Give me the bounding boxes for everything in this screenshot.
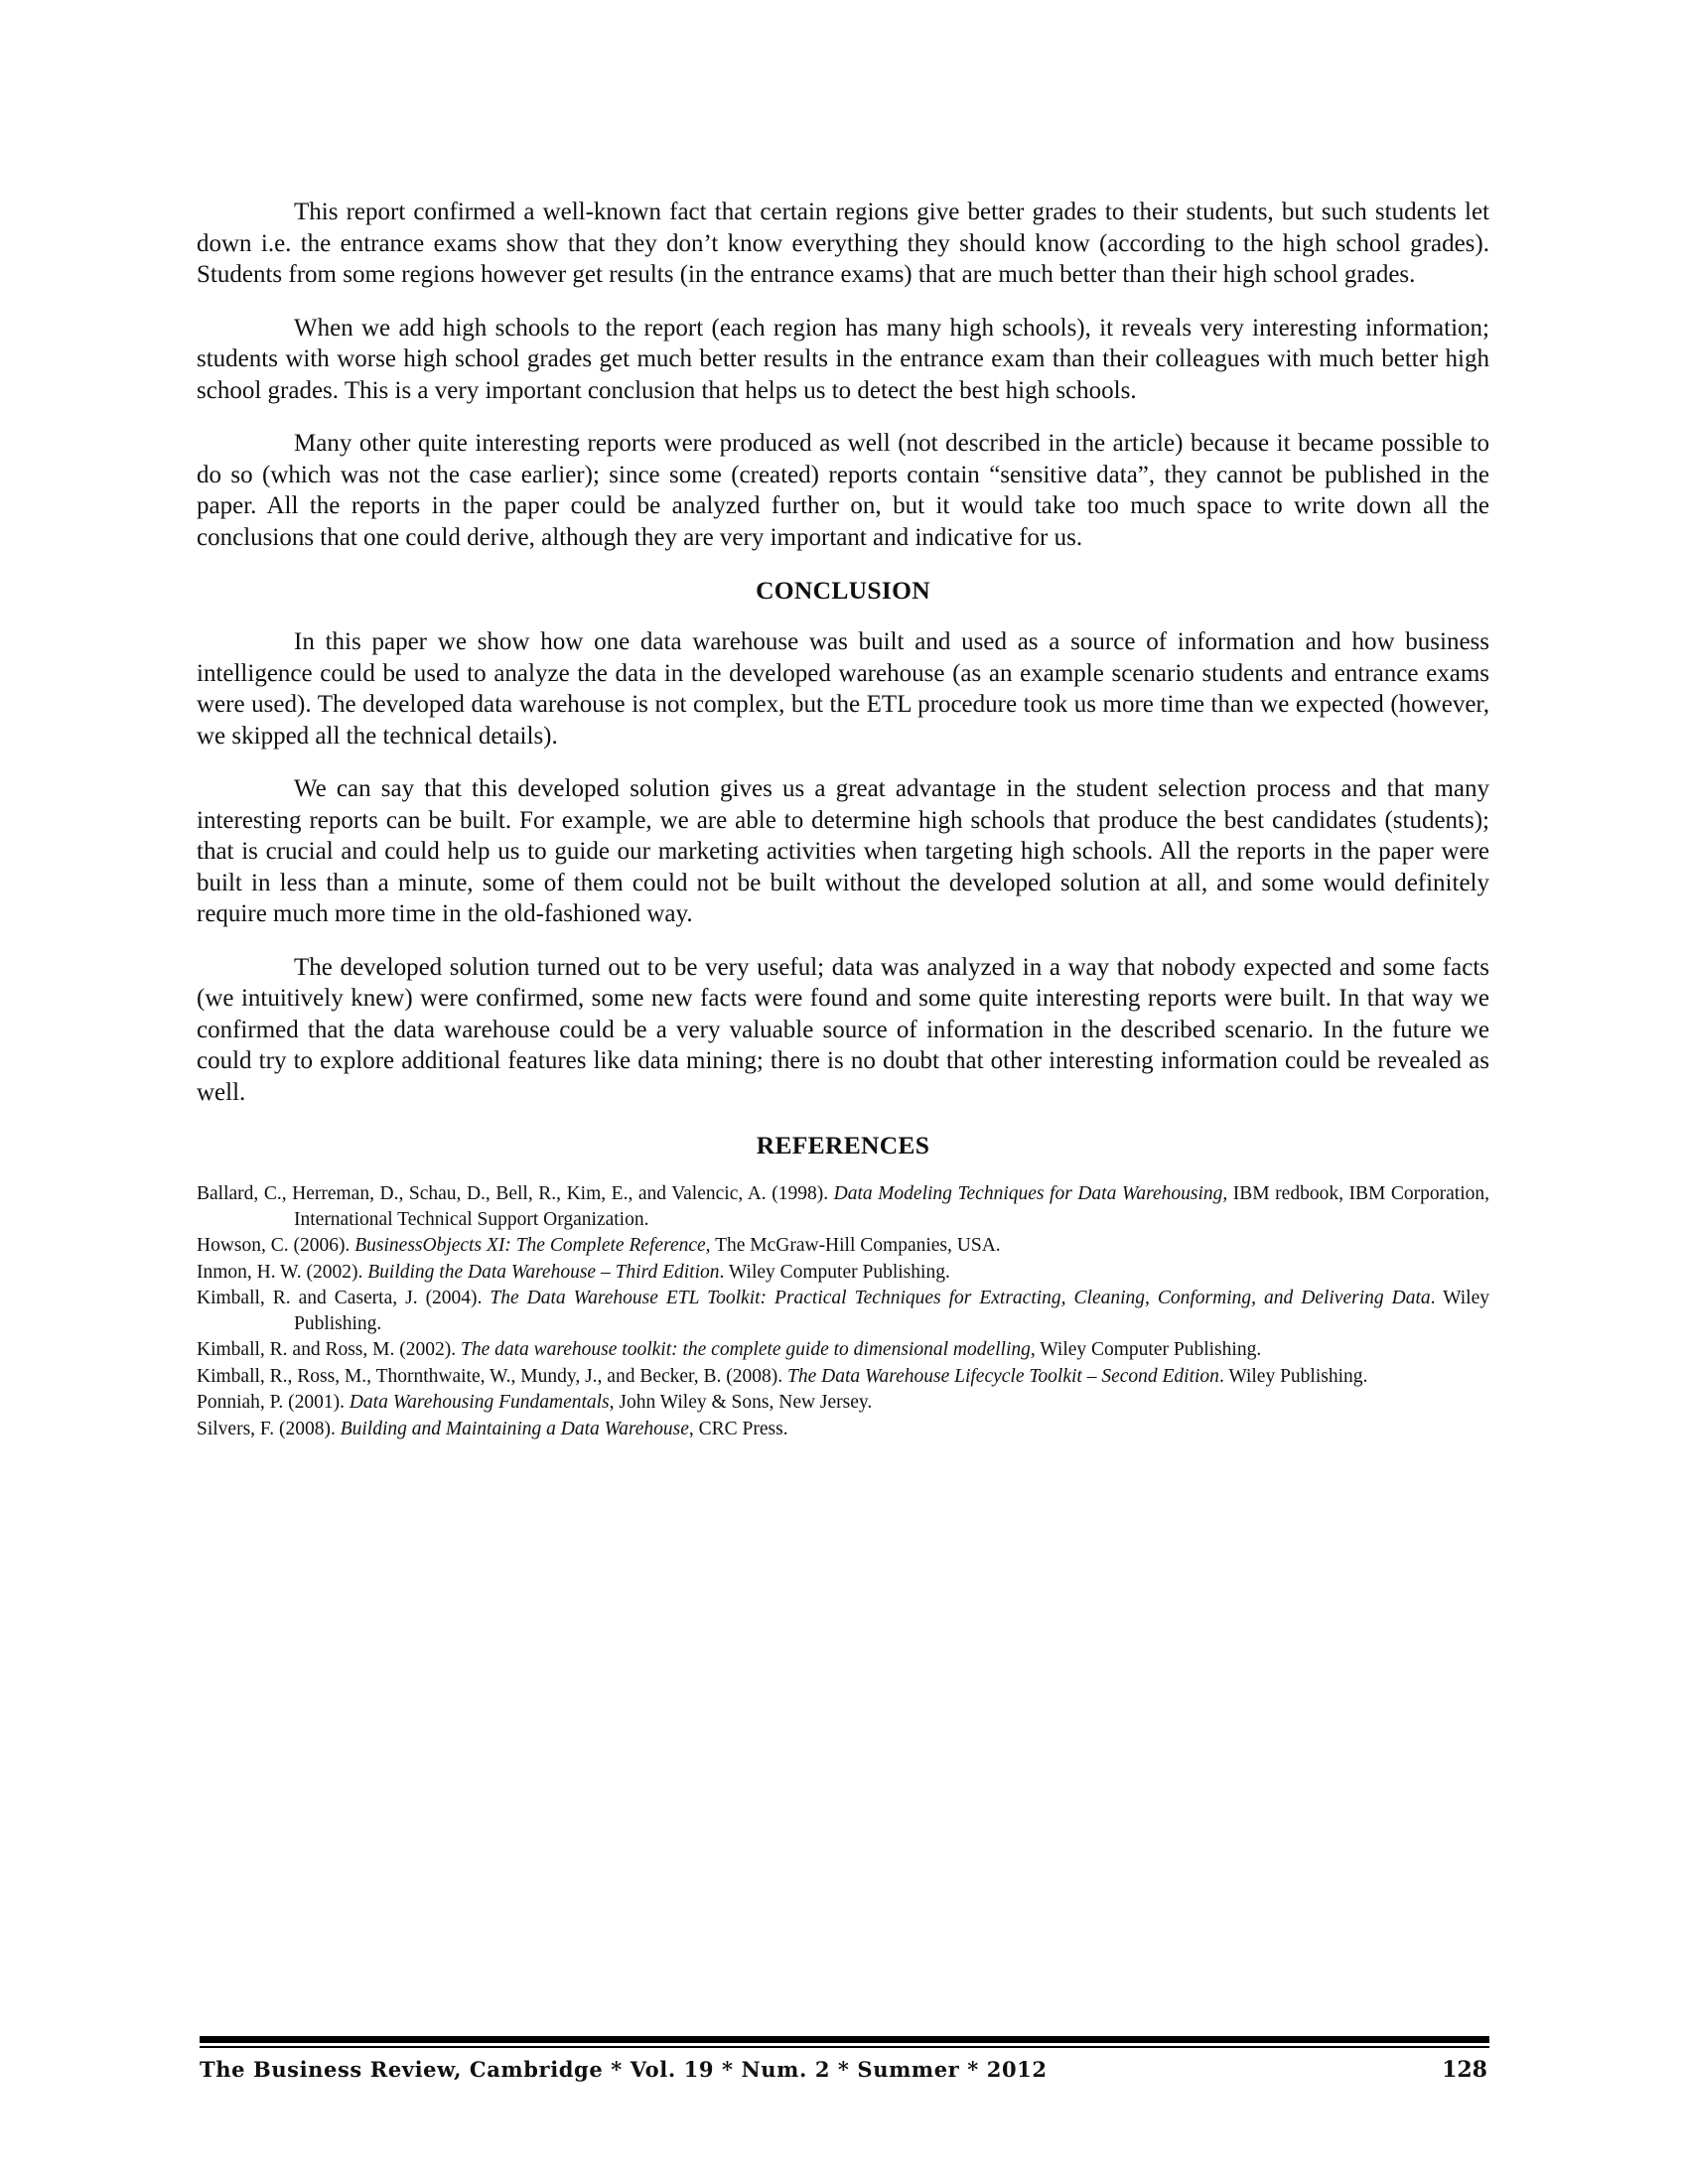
body-paragraph: This report confirmed a well-known fact that certain regions give better grades to their students, but such students let down i.e. the entrance exams show that they don’t know everything they should know (according to the high school grades). Students from some regions however get results (in the entrance exams) that are much better than their high school grades.: [197, 199, 1489, 288]
reference-item: Silvers, F. (2008). Building and Maintaining a Data Warehouse, CRC Press.: [197, 1418, 788, 1439]
footer-rule-thick: [200, 2036, 1489, 2043]
footer-rule-thin: [200, 2046, 1489, 2048]
reference-item: Inmon, H. W. (2002). Building the Data Warehouse – Third Edition. Wiley Computer Publishing.: [197, 1261, 950, 1283]
reference-item: Ballard, C., Herreman, D., Schau, D., Bell, R., Kim, E., and Valencic, A. (1998). Data Modeling Techniques for Data Warehousing, IBM redbook, IBM Corporation, International Technical Support Organization.: [197, 1183, 1490, 1230]
body-paragraph: When we add high schools to the report (each region has many high schools), it reveals very interesting information; students with worse high school grades get much better results in the entrance exam than their colleagues with much better high school grades. This is a very important conclusion that helps us to detect the best high schools.: [197, 314, 1489, 404]
conclusion-paragraph: The developed solution turned out to be very useful; data was analyzed in a way that nobody expected and some facts (we intuitively knew) were confirmed, some new facts were found and some quite interesting reports were built. In that way we confirmed that the data warehouse could be a very valuable source of information in the described scenario. In the future we could try to explore additional features like data mining; there is no doubt that other interesting information could be revealed as well.: [197, 953, 1489, 1106]
reference-item: Ponniah, P. (2001). Data Warehousing Fundamentals, John Wiley & Sons, New Jersey.: [197, 1392, 873, 1413]
page-content: [197, 197, 1489, 1442]
body-paragraph: Many other quite interesting reports were produced as well (not described in the article) because it became possible to do so (which was not the case earlier); since some (created) reports contain “sensitive data”, they cannot be published in the paper. All the reports in the paper could be analyzed further on, but it would take too much space to write down all the conclusions that one could derive, although they are very important and indicative for us.: [197, 430, 1489, 551]
reference-list: [197, 1181, 1489, 1441]
references-heading: REFERENCES: [756, 1131, 930, 1160]
conclusion-heading: CONCLUSION: [756, 576, 930, 605]
page-number: 128: [1442, 2057, 1487, 2083]
reference-item: Kimball, R. and Caserta, J. (2004). The Data Warehouse ETL Toolkit: Practical Techniques for Extracting, Cleaning, Conforming, and Delivering Data. Wiley Publishing.: [197, 1288, 1490, 1334]
conclusion-paragraph: We can say that this developed solution gives us a great advantage in the student selection process and that many interesting reports can be built. For example, we are able to determine high schools that produce the best candidates (students); that is crucial and could help us to guide our marketing activities when targeting high schools. All the reports in the paper were built in less than a minute, some of them could not be built without the developed solution at all, and some would definitely require much more time in the old-fashioned way.: [197, 775, 1489, 927]
reference-item: Kimball, R., Ross, M., Thornthwaite, W., Mundy, J., and Becker, B. (2008). The Data Warehouse Lifecycle Toolkit – Second Edition. Wiley Publishing.: [197, 1365, 1368, 1387]
reference-item: Kimball, R. and Ross, M. (2002). The data warehouse toolkit: the complete guide to dimensional modelling, Wiley Computer Publishing.: [197, 1339, 1262, 1360]
conclusion-paragraph: In this paper we show how one data warehouse was built and used as a source of information and how business intelligence could be used to analyze the data in the developed warehouse (as an example scenario students and entrance exams were used). The developed data warehouse is not complex, but the ETL procedure took us more time than we expected (however, we skipped all the technical details).: [197, 628, 1489, 750]
journal-citation: The Business Review, Cambridge * Vol. 19 * Num. 2 * Summer * 2012: [200, 2057, 1048, 2082]
reference-item: Howson, C. (2006). BusinessObjects XI: The Complete Reference, The McGraw-Hill Companies, USA.: [197, 1235, 1001, 1256]
